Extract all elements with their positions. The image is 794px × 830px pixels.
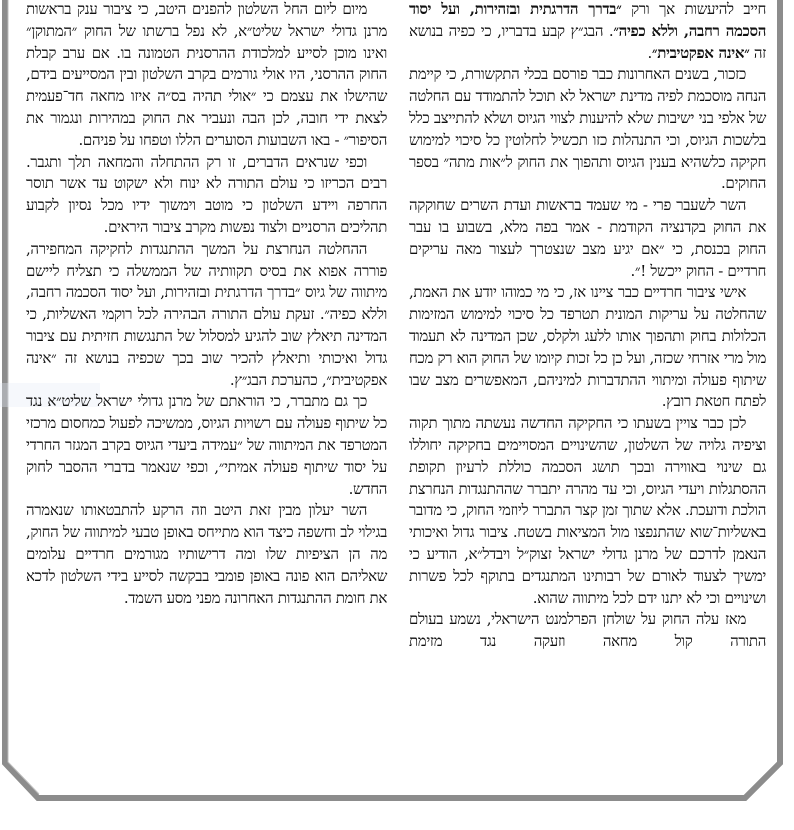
paragraph-text: חייב להיעשות אך ורק	[621, 0, 766, 18]
paragraph: כזכור, בשנים האחרונות כבר פורסם בכלי התקשורת, כי קיימת הנחה מוסכמת לפיה מדינת ישראל לא תוכל להתמודד עם החלטה של אלפי בני ישיבות שלא להיענות לצווי הגיוס ושלא להתייצב כלל בלשכות הגיוס, וכי התנהלות כזו תכשיל לחלוטין כל סיכוי למימוש חקיקה כלשהיא בענין הגיוס ותהפוך את החוק ל״אות מתה״ בספר החוקים.	[409, 65, 766, 193]
paragraph: אישי ציבור חרדיים כבר ציינו אז, כי מי כמוהו יודע את האמת, שהחלטה על עריקות המונית תטרפד כל סיכוי למימוש המזימות הכלולות בחוק ותהפוך אותו ללעג ולקלס, שכן המדינה לא תעמוד מול מרי אזרחי שכזה, ועל כן כל זכות קיומו של החוק הוא רק מכח שיתוף פעולה ומיתווי ההתדברות למיניהם, המאפשרים מצב שבו לפתח חטאת רובץ.	[408, 283, 766, 411]
paragraph: מאז עלה החוק על שולחן הפרלמנט הישראלי, נשמע בעולם התורה קול מחאה וזעקה נגד מזימת	[409, 610, 766, 651]
paragraph: לכן כבר צויין בשעתו כי החקיקה החדשה נעשתה מתוך תקוה וציפיה גלויה של השלטון, שהשינויים המסויימים בחקיקה יחוללו גם שינוי באווירה ובכך תושג הסכמה כוללת לרעיון תקופת ההסתגלות ויעדי הגיוס, וכי עד מהרה יתברר שההתנגדות הנחרצת הולכת ודועכת. אלא שתוך זמן קצר התברר ליוזמי החוק, כי מדובר באשליות־שוא שהתנפצו מול המציאות בשטח. ציבור גדול ואיכותי הנאמן לדרכם של מרנן גדולי ישראל זצוק״ל ויבדל״א, הודיע כי ימשיך לצעוד לאורם של רבותינו המתנגדים בתוקף לכל פשרות ושינויים וכי לא יתנו ידם לכל מיתווה שהוא.	[409, 414, 766, 607]
paragraph-text: .	[647, 43, 652, 62]
article-column-left	[26, 0, 387, 609]
paragraph: מיום ליום החל השלטון להפנים היטב, כי ציבור ענק בראשות מרנן גדולי ישראל שליט״א, לא נפל ברשתו של החוק ״המתוקן״ ואינו מוכן לסייע למלכודת ההרסנית הטמונה בו. אם ערב קבלת החוק ההרסני, היו אולי גורמים בקרב השלטון ובין המסייעים בידם, שהישלו את עצמם כי ״אולי תהיה בס״ה איזו מחאה חד־פעמית לצאת ידי חובה, לכן הבה ונעביר את החוק במהירות ונגמור את הסיפור״ - באו השבועות הסוערים הללו וטפחו על פניהם.	[26, 0, 387, 149]
quote-bold: ״אינה אפקטיבית״	[651, 43, 750, 62]
paragraph: כך גם מתברר, כי הוראתם של מרנן גדולי ישראל שליט״א נגד כל שיתוף פעולה עם רשויות הגיוס, ממשיכה לפעול כמחסום מרכזי המטרפד את המיתווה של ״עמידה ביעדי הגיוס בקרב המגזר החרדי על יסוד שיתוף פעולה אמיתי״, וכפי שנאמר בדברי ההסבר לחוק החדש.	[26, 392, 387, 498]
paragraph	[409, 0, 766, 64]
paragraph: השר יעלון מבין זאת היטב וזה הרקע להתבטאותו שנאמרה בגילוי לב וחשפה כיצד הוא מתייחס באופן טבעי למיתווה של החוק, מה הן הציפיות שלו ומה דרישותיו מגורמים חרדיים עלומים שאליהם הוא פונה באופן פומבי בבקשה לסייע בידי השלטון לדכא את חומת ההתנגדות האחרונה מפני מסע השמד.	[26, 501, 387, 607]
paragraph: השר לשעבר פרי - מי שעמד בראשות ועדת השרים שחוקקה את החוק בקדנציה הקודמת - אמר בפה מלא, בשבוע בו עבר החוק בכנסת, כי ״אם יגיע מצב שנצטרך לעצור מאה עריקים חרדיים - החוק ייכשל !״.	[409, 196, 766, 280]
paragraph: ההחלטה הנחרצת על המשך ההתנגדות לחקיקה המחפירה, פוררה אפוא את בסיס תקוותיה של הממשלה כי תצליח ליישם מיתווה של גיוס ״בדרך הדרגתית ובזהירות, ועל יסוד הסכמה רחבה, וללא כפיה״. זעקת עולם התורה הבהירה לכל רוקמי האשליות, כי המדינה תיאלץ שוב להגיע למסלול של התנגשות חזיתית עם ציבור גדול ואיכותי ותיאלץ להכיר שוב בכך שכפיה בנושא זה ״אינה אפקטיבית״, כהערכת הבג״ץ.	[26, 239, 387, 389]
paragraph: וכפי שנראים הדברים, זו רק ההתחלה והמחאה תלך ותגבר. רבים הכריזו כי עולם התורה לא ינוח ולא ישקוט עד אשר תוסר החרפה ויידע השלטון כי מוטב וימשוך ידיו מכל נסיון לקבוע תהליכים הרסניים ולצוד נפשות מקרב ציבור היראים.	[26, 152, 387, 236]
article-column-right	[409, 0, 766, 653]
quote-bold: ״בדרך הדרגתית ובזהירות, ועל יסוד הסכמה רחבה, וללא כפיה״	[409, 0, 766, 40]
paragraph-text: . הבג״ץ קבע בדבריו, כי כפיה בנושא זה	[409, 21, 766, 62]
